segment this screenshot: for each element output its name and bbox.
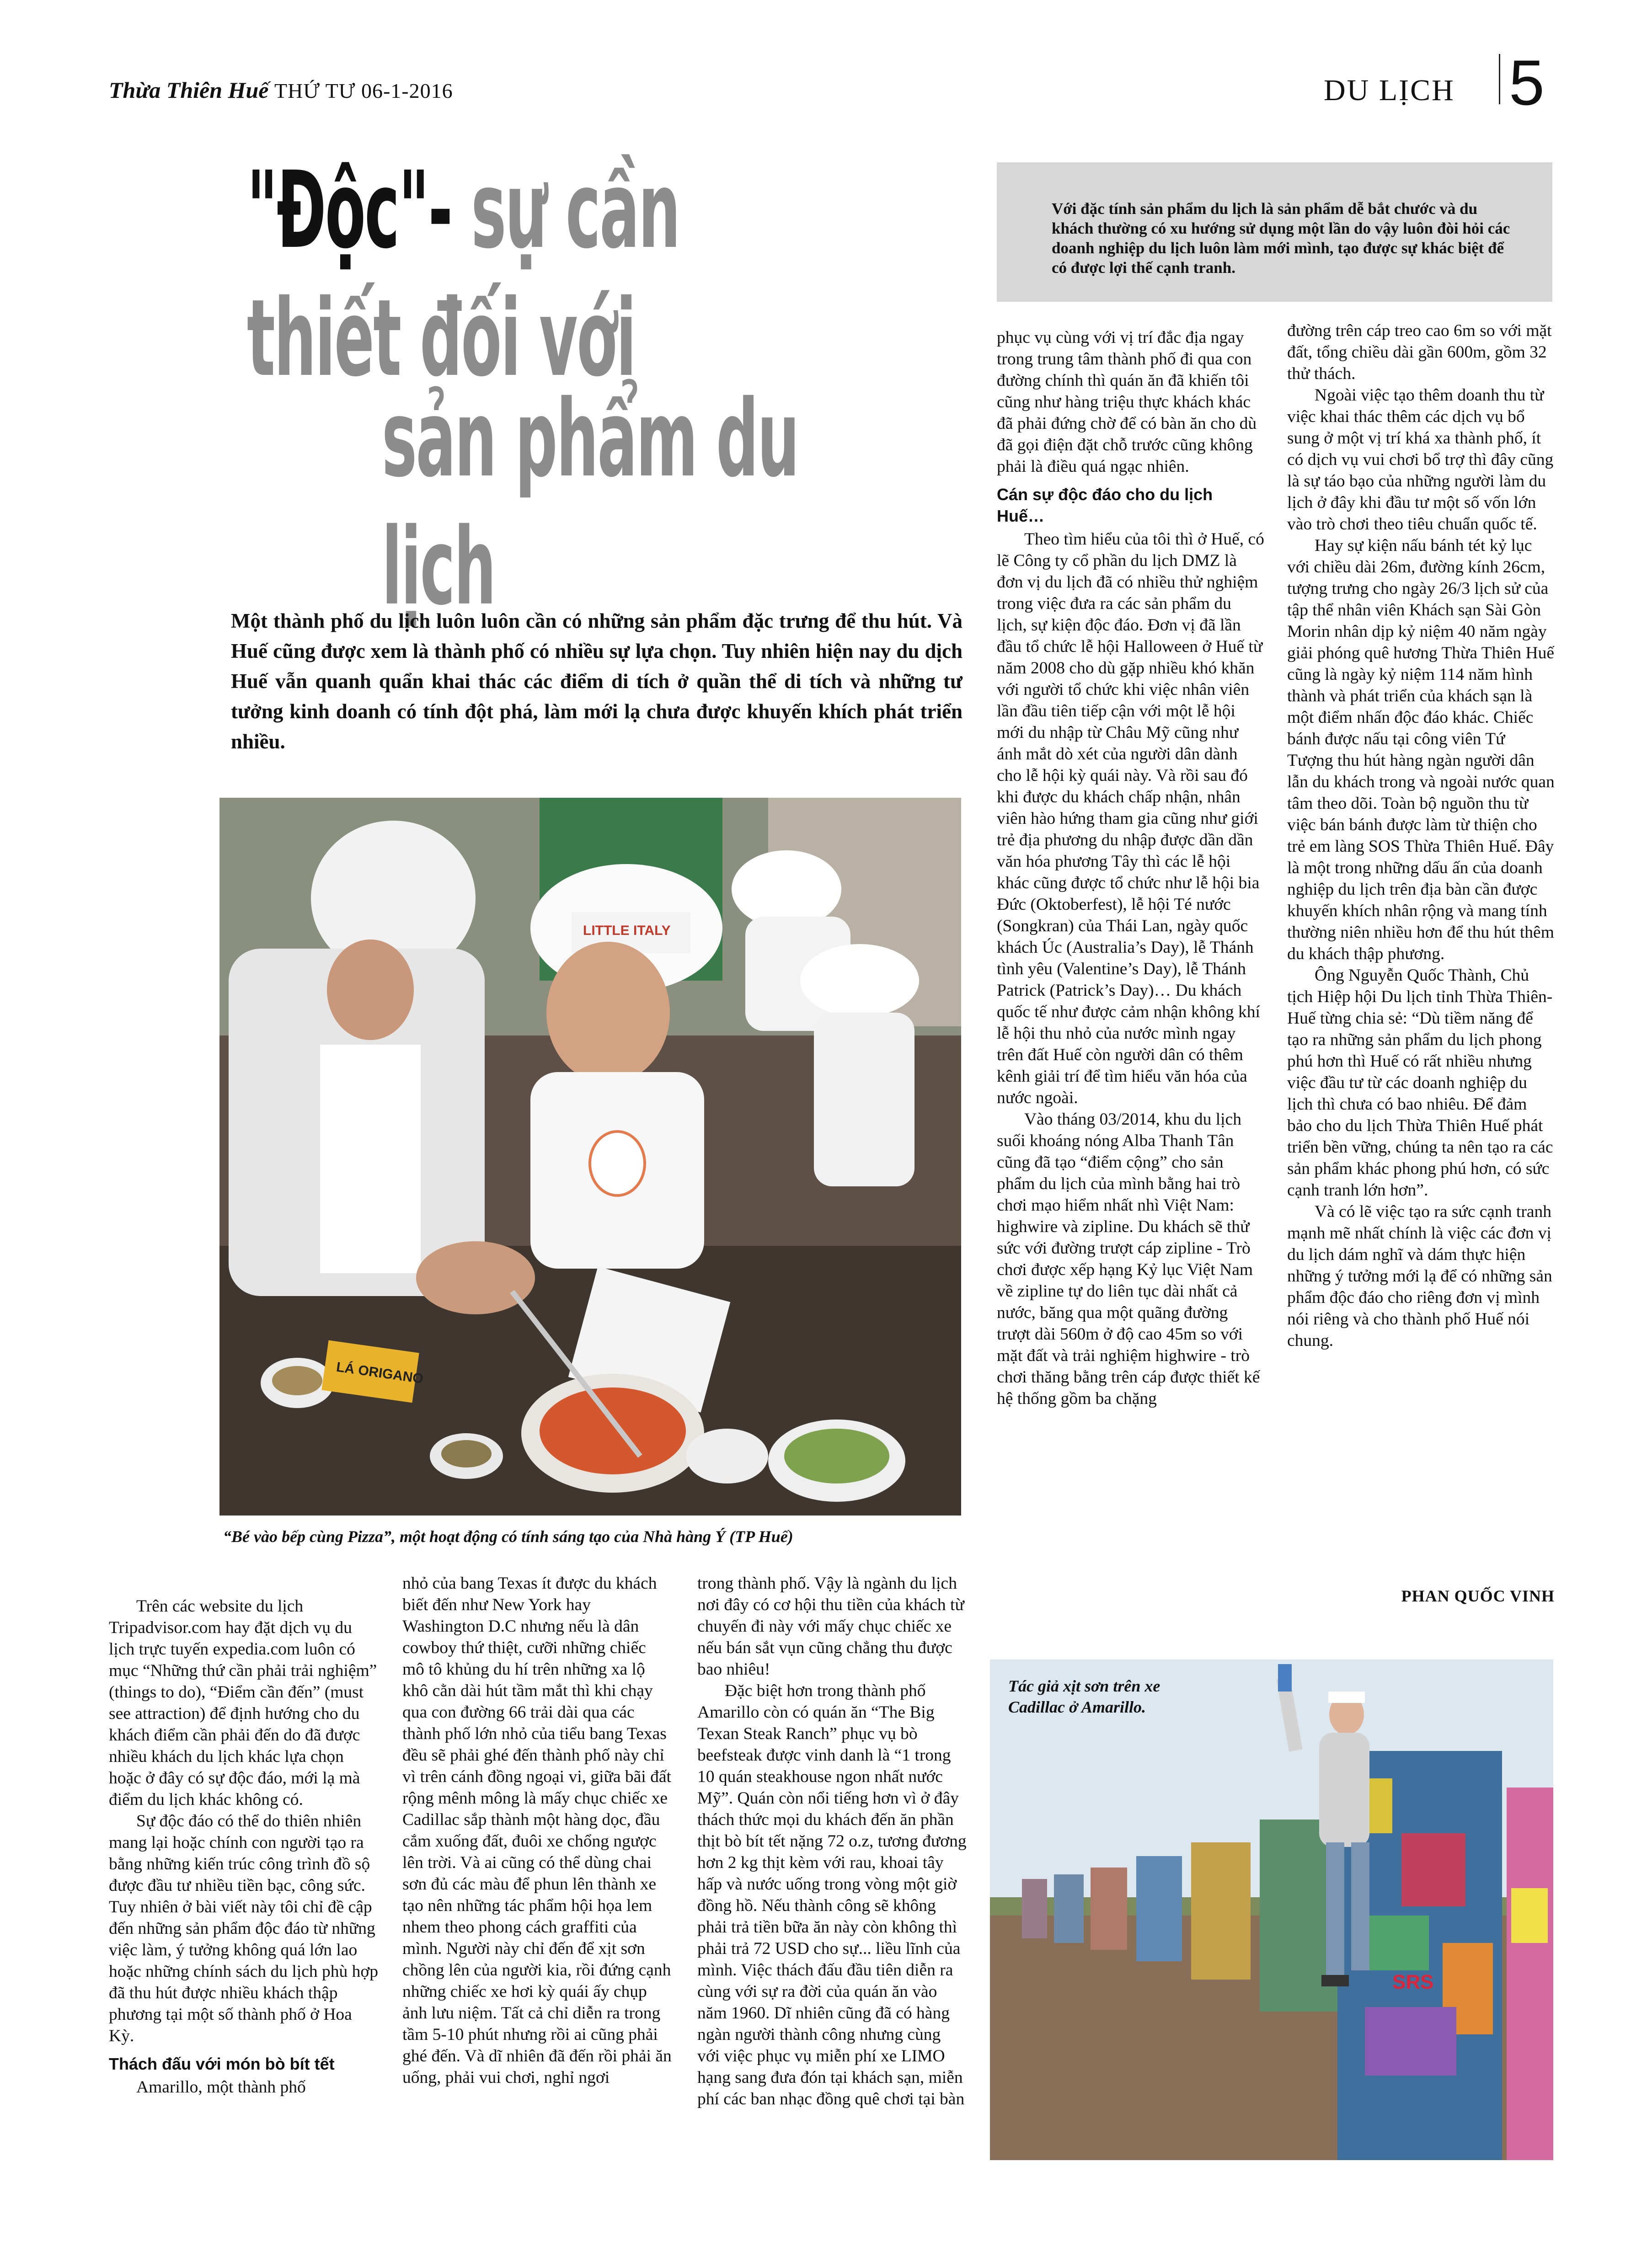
article-column-1 [109, 1596, 379, 2098]
issue-date: THỨ TƯ 06-1-2016 [274, 79, 453, 102]
subheading: Thách đấu với món bò bít tết [109, 2055, 335, 2073]
lead-paragraph: Một thành phố du lịch luôn luôn cần có những sản phẩm đặc trưng để thu hút. Và Huế cũng được xem là thành phố có nhiều sự lựa chọn. Tuy nhiên hiện nay du dịch Huế vẫn quanh quẩn khai thác các điểm di tích ở quần thể di tích và những tư tưởng kinh doanh có tính đột phá, làm mới lạ chưa được khuyến khích phát triển nhiều. [231, 609, 963, 753]
article-column-a [997, 327, 1264, 1409]
paragraph: Đặc biệt hơn trong thành phố Amarillo còn có quán ăn “The Big Texan Steak Ranch” phục vụ bò beefsteak được vinh danh là “1 trong 10 quán steakhouse ngon nhất nước Mỹ”. Quán còn nổi tiếng hơn vì ở đây thách thức mọi du khách đến ăn phần thịt bò bít tết nặng 72 o.z, tương đương hơn 2 kg thịt kèm với rau, khoai tây hấp và nước uống trong vòng một giờ đồng hồ. Nếu thành công sẽ không phải trả tiền bữa ăn này còn không thì phải trả 72 USD cho sự... liều lĩnh của mình. Việc thách đấu đầu tiên diễn ra cùng với sự ra đời của quán ăn vào năm 1960. Dĩ nhiên cũng đã có hàng ngàn người thành công nhưng cùng với việc phục vụ miễn phí xe LIMO hạng sang đưa đón tại khách sạn, miễn phí các ban nhạc đồng quê chơi tại bàn [697, 1681, 967, 2108]
author-byline: PHAN QUỐC VINH [1401, 1587, 1555, 1605]
section-title: DU LỊCH [1324, 74, 1455, 107]
paragraph: nhỏ của bang Texas ít được du khách biết đến như New York hay Washington D.C nhưng nếu là dân cowboy thứ thiệt, cưỡi những chiếc mô tô khủng du hí trên những xa lộ khô cằn dài hút tầm mắt thì khi chạy qua con đường 66 trải dài qua các thành phố lớn nhỏ của tiểu bang Texas đều sẽ phải ghé đến thành phố này chỉ vì trên cánh đồng ngoại vi, giữa bãi đất rộng mênh mông là mấy chục chiếc xe Cadillac sắp thành một hàng dọc, đầu cắm xuống đất, đuôi xe chổng ngược lên trời. Và ai cũng có thể dùng chai sơn đủ các màu để phun lên thành xe tạo nên những tác phẩm hội họa lem nhem theo phong cách graffiti của mình. Người này chỉ đến để xịt sơn chồng lên của người kia, rồi đứng cạnh những chiếc xe hơi kỳ quái ấy chụp ảnh lưu niệm. Tất cả chỉ diễn ra trong tầm 5-10 phút nhưng rồi ai cũng phải ghé đến. Và dĩ nhiên đã đến rồi phải ăn uống, phải vui chơi, nghỉ ngơi [402, 1574, 672, 2087]
header-divider [1499, 54, 1500, 104]
masthead: Thừa Thiên Huế [109, 77, 269, 103]
paragraph: Trên các website du lịch Tripadvisor.com hay đặt dịch vụ du lịch trực tuyến expedia.com luôn có mục “Những thứ cần phải trải nghiệm” (things to do), “Điểm cần đến” (must see attraction) để định hướng cho du khách điểm cần phải đến do đã được nhiều khách du lịch khác lựa chọn hoặc ở đây có sự độc đáo, mới lạ mà điểm du lịch khác không có. [109, 1597, 377, 1809]
photo-kids-pizza-image [219, 798, 961, 1516]
paragraph: phục vụ cùng với vị trí đắc địa ngay trong trung tâm thành phố đi qua con đường chính thì quán ăn đã khiến tôi cũng như hàng triệu thực khách khác đã phải đứng chờ để có bàn ăn cho dù đã gọi điện đặt chỗ trước cũng không phải là điều quá ngạc nhiên. [997, 328, 1257, 476]
headline-highlight: "Độc"- [247, 149, 452, 272]
article-column-2 [402, 1573, 672, 2088]
paragraph: Ngoài việc tạo thêm doanh thu từ việc khai thác thêm các dịch vụ bổ sung ở một vị trí khá xa thành phố, ít có dịch vụ vui chơi bổ trợ thì đây cũng là sự táo bạo của những người làm du lịch ở đây khi đầu tư một số vốn lớn vào trò chơi theo tiêu chuẩn quốc tế. [1287, 386, 1554, 534]
headline-line-2: sản phẩm du lịch [382, 377, 798, 629]
paragraph: Và có lẽ việc tạo ra sức cạnh tranh mạnh mẽ nhất chính là việc các đơn vị du lịch dám nghĩ và dám thực hiện những ý tưởng mới lạ để có những sản phẩm độc đáo cho riêng đơn vị mình nói riêng và cho thành phố Huế nói chung. [1287, 1202, 1552, 1350]
paragraph: Sự độc đáo có thể do thiên nhiên mang lại hoặc chính con người tạo ra bằng những kiến trúc công trình đồ sộ được đầu tư nhiều tiền bạc, công sức. Tuy nhiên ở bài viết này tôi chỉ đề cập đến những sản phẩm độc đáo từ những việc làm, ý tưởng không quá lớn lao hoặc những chính sách du lịch phù hợp đã thu hút được nhiều khách thập phương tại một số thành phố ở Hoa Kỳ. [109, 1812, 378, 2045]
paragraph: Hay sự kiện nấu bánh tét kỷ lục với chiều dài 26m, đường kính 26cm, tượng trưng cho ngày 26/3 lịch sử của tập thể nhân viên Khách sạn Sài Gòn Morin nhân dịp kỷ niệm 40 năm ngày giải phóng quê hương Thừa Thiên Huế cũng là ngày kỷ niệm 114 năm hình thành và phát triển của khách sạn là một điểm nhấn độc đáo khác. Chiếc bánh được nấu tại công viên Tứ Tượng thu hút hàng ngàn người dân lẫn du khách trong và ngoài nước quan tâm theo dõi. Toàn bộ nguồn thu từ việc bán bánh được làm từ thiện cho trẻ em làng SOS Thừa Thiên Huế. Đây là một trong những dấu ấn của doanh nghiệp du lịch trên địa bàn cần được khuyến khích nhân rộng và mang tính thường niên nhiều hơn để thu hút thêm du khách thập phương. [1287, 536, 1555, 963]
photo-caption-cadillac: Tác giả xịt sơn trên xe Cadillac ở Amarillo. [1008, 1677, 1160, 1716]
paragraph: đường trên cáp treo cao 6m so với mặt đất, tổng chiều dài gần 600m, gồm 32 thử thách. [1287, 321, 1552, 383]
paragraph: trong thành phố. Vậy là ngành du lịch nơi đây có cơ hội thu tiền của khách từ chuyến đi này với mấy chục chiếc xe nếu bán sắt vụn cũng chẳng thu được bao nhiêu! [697, 1574, 964, 1679]
headline [247, 146, 698, 402]
paragraph: Vào tháng 03/2014, khu du lịch suối khoáng nóng Alba Thanh Tân cũng đã tạo “điểm cộng” cho sản phẩm du lịch của mình bằng hai trò chơi mạo hiểm nhất nhì Việt Nam: highwire và zipline. Du khách sẽ thử sức với đường trượt cáp zipline - Trò chơi được xếp hạng Kỷ lục Việt Nam về zipline tự do liên tục dài nhất cả nước, băng qua một quãng đường trượt dài 560m ở độ cao 45m so với mặt đất và trải nghiệm highwire - trò chơi thăng bằng trên cáp được thiết kế hệ thống gồm ba chặng [997, 1110, 1260, 1408]
paragraph: Amarillo, một thành phố [136, 2078, 306, 2097]
photo-cadillac-ranch [990, 1660, 1553, 2160]
paragraph: Theo tìm hiểu của tôi thì ở Huế, có lẽ Công ty cổ phần du lịch DMZ là đơn vị du lịch đã có nhiều thử nghiệm trong việc đưa ra các sản phẩm du lịch, sự kiện độc đáo. Đơn vị đã lần đầu tổ chức lễ hội Halloween ở Huế từ năm 2008 cho dù gặp nhiều khó khăn với người tổ chức khi việc nhân viên lần đầu tiên tiếp cận với một lễ hội mới du nhập từ Châu Mỹ cũng như ánh mắt dò xét của người dân dành cho lễ hội kỳ quái này. Và rồi sau đó khi được du khách chấp nhận, nhân viên hào hứng tham gia cũng như giới trẻ địa phương du nhập được dần dần văn hóa phương Tây thì các lễ hội khác cũng được tổ chức như lễ hội bia Đức (Oktoberfest), lễ hội Té nước (Songkran) của Thái Lan, ngày quốc khách Úc (Australia’s Day), lễ Thánh tình yêu (Valentine’s Day), lễ Thánh Patrick (Patrick’s Day)… Du khách quốc tế như được cảm nhận không khí lễ hội thu nhỏ của nước mình ngay trên đất Huế còn người dân có thêm kênh giải trí để tìm hiểu văn hóa của nước ngoài. [997, 530, 1264, 1107]
origano-label: LÁ ORIGANO [335, 1359, 424, 1387]
pull-quote: Với đặc tính sản phẩm du lịch là sản phẩm dễ bắt chước và du khách thường có xu hướng sử dụng một lần do vậy luôn đòi hỏi các doanh nghiệp du lịch luôn làm mới mình, tạo được sự khác biệt để có được lợi thế cạnh tranh. [1052, 200, 1510, 277]
photo-cadillac-ranch-image [990, 1660, 1553, 2160]
article-column-3 [697, 1573, 967, 2110]
page-number: 5 [1509, 47, 1545, 118]
paragraph: Ông Nguyễn Quốc Thành, Chủ tịch Hiệp hội Du lịch tỉnh Thừa Thiên-Huế từng chia sẻ: “Dù tiềm năng để tạo ra những sản phẩm du lịch phong phú hơn thì Huế có rất nhiều nhưng việc đầu tư từ các doanh nghiệp du lịch thì chưa có bao nhiêu. Để đảm bảo cho du lịch Thừa Thiên Huế phát triển bền vững, chúng ta nên tạo ra các sản phẩm khác phong phú hơn, có sức cạnh tranh lớn hơn”. [1287, 966, 1553, 1200]
pull-quote-box [997, 162, 1552, 302]
photo-caption-kids-pizza: “Bé vào bếp cùng Pizza”, một hoạt động có tính sáng tạo của Nhà hàng Ý (TP Huế) [223, 1527, 793, 1546]
subheading: Cán sự độc đáo cho du lịch Huế… [997, 485, 1213, 525]
headline-rest: sự cần thiết đối với [247, 149, 679, 400]
hat-text: LITTLE ITALY [583, 923, 671, 938]
graffiti-text: SRS [1392, 1971, 1434, 1993]
article-column-b [1287, 320, 1555, 1351]
photo-kids-pizza [219, 798, 961, 1516]
